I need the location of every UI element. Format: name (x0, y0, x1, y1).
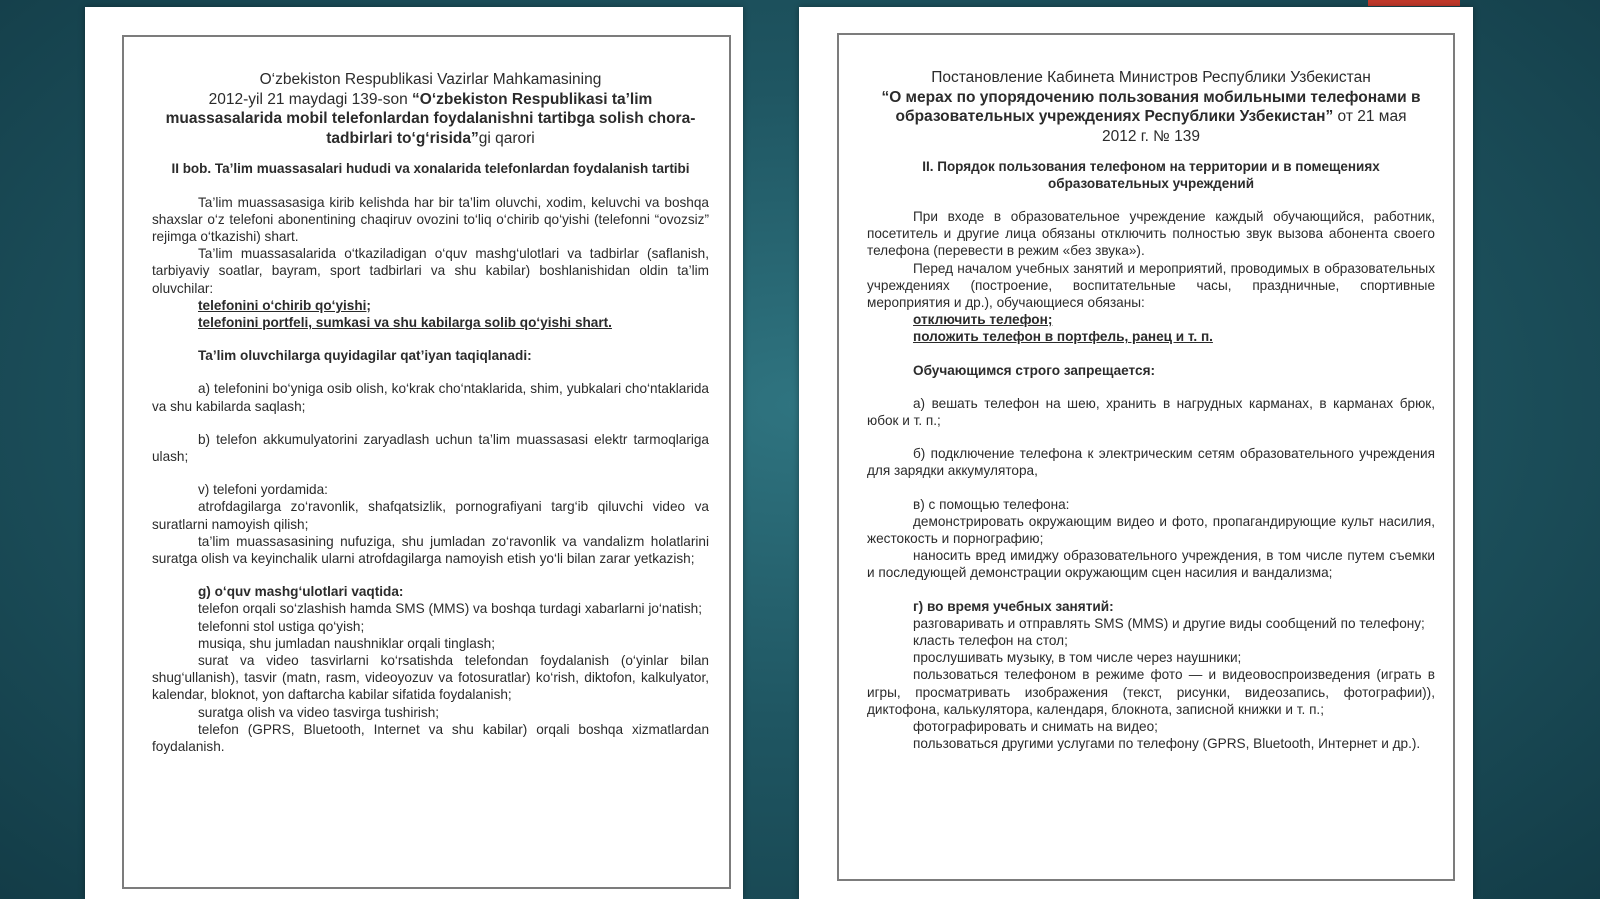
sub-item: демонстрировать окружающим видео и фото, пропагандирующие культ насилия, жестокость и порнографию; (867, 513, 1435, 547)
prohibited-heading: Обучающимся строго запрещается: (913, 362, 1156, 378)
requirement-item: telefonini portfeli, sumkasi va shu kabilarga solib qo‘yishi shart. (198, 314, 612, 330)
sub-item: surat va video tasvirlarni ko‘rsatishda telefondan foydalanish (o‘yinlar bilan shug‘ullanish), tasvir (matn, rasm, videoyozuv va fotosuratlar) ko‘rish, diktofon, kalkulyator, kalendar, bloknot, yon daftarcha kabilar sifatida foydalanish; (152, 652, 709, 703)
chapter-heading: II. Порядок пользования телефоном на территории и в помещениях образовательных учреждений (922, 159, 1380, 191)
requirement-item: telefonini o‘chirib qo‘yishi; (198, 297, 371, 313)
prohibited-item: в) с помощью телефона: (913, 496, 1070, 512)
document-page-uzbek (85, 7, 743, 899)
accent-bar (1368, 0, 1460, 6)
sub-item: telefon (GPRS, Bluetooth, Internet va shu kabilar) orqali boshqa xizmatlardan foydalanish. (152, 721, 709, 754)
sub-item: класть телефон на стол; (913, 633, 1068, 649)
prohibited-item: a) telefonini bo‘yniga osib olish, ko‘krak cho‘ntaklarida, shim, yubkalari cho‘ntaklarida va shu kabilarda saqlash; (152, 381, 709, 414)
sub-item: прослушивать музыку, в том числе через наушники; (913, 650, 1242, 666)
requirement-item: положить телефон в портфель, ранец и т. п. (913, 329, 1213, 345)
paragraph: Ta’lim muassasalarida o‘tkaziladigan o‘quv mashg‘ulotlari va tadbirlar (saflanish, tarbiyaviy soatlar, bayram, sport tadbirlari va shu kabilar) boshlanishidan oldin ta’lim oluvchilar: (152, 246, 709, 296)
sub-item: musiqa, shu jumladan naushniklar orqali tinglash; (198, 635, 495, 651)
document-frame (837, 33, 1455, 881)
prohibited-item: б) подключение телефона к электрическим сетям образовательного учреждения для зарядки аккумулятора, (867, 446, 1435, 479)
title-line1: Постановление Кабинета Министров Республики Узбекистан (931, 69, 1371, 86)
sub-item: ta’lim muassasasining nufuziga, shu jumladan zo‘ravonlik va vandalizm holatlarini suratga olish va keyinchalik ularni atrofdagilarga namoyish etish yo‘li bilan zarar yetkazish; (152, 533, 709, 566)
requirement-item: отключить телефон; (913, 312, 1053, 328)
title-tail: от 21 мая 2012 г. № 139 (1102, 108, 1407, 145)
paragraph: Перед началом учебных занятий и мероприятий, проводимых в образовательных учреждениях (построение, воспитательные часы, праздничные, спортивные мероприятия и др.), обучающиеся обязаны: (867, 260, 1435, 311)
title-plain: 2012-yil 21 maydagi 139-son (208, 90, 413, 108)
title-line1: O‘zbekiston Respublikasi Vazirlar Mahkamasining (259, 71, 602, 88)
document-page-russian (799, 7, 1473, 899)
title-bold: “О мерах по упорядочению пользования мобильными телефонами в образовательных учреждениях Республики Узбекистан” (881, 88, 1421, 125)
document-frame (122, 35, 731, 889)
paragraph: Ta’lim muassasasiga kirib kelishda har bir ta’lim oluvchi, xodim, keluvchi va boshqa shaxslar o‘z telefoni abonentining chaqiruv ovozini to‘liq o‘chirib qo‘yishi (telefonni “ovozsiz” rejimga o‘tkazishi) shart. (152, 194, 709, 244)
paragraph: При входе в образовательное учреждение каждый обучающийся, работник, посетитель и другие лица обязаны отключить полностью звук вызова абонента своего телефона (перевести в режим «без звука»). (867, 209, 1435, 259)
sub-item: пользоваться телефоном в режиме фото — и видеовоспроизведения (играть в игры, просматривать изображения (текст, рисунки, видеозапись, фотографии)), диктофона, калькулятора, календаря, блокнота, записной книжки и т. п.; (867, 667, 1435, 717)
prohibited-heading: Ta’lim oluvchilarga quyidagilar qat’iyan taqiqlanadi: (198, 348, 532, 364)
document-title (877, 68, 1425, 146)
title-bold: “O‘zbekiston Respublikasi ta’lim muassasalarida mobil telefonlardan foydalanishni tartibga solish chora-tadbirlari to‘g‘risida” (165, 90, 696, 147)
sub-item: фотографировать и снимать на видео; (913, 719, 1158, 735)
sub-item: atrofdagilarga zo‘ravonlik, shafqatsizlik, pornografiyani targ‘ib qiluvchi video va suratlarni namoyish qilish; (152, 499, 709, 532)
prohibited-item: а) вешать телефон на шею, хранить в нагрудных карманах, в карманах брюк, юбок и т. п.; (867, 395, 1435, 429)
sub-item: разговаривать и отправлять SMS (MMS) и другие виды сообщений по телефону; (913, 615, 1425, 631)
chapter-heading: II bob. Ta’lim muassasalari hududi va xonalarida telefonlardan foydalanish tartibi (171, 161, 690, 176)
sub-item: telefonni stol ustiga qo‘yish; (198, 618, 365, 634)
sub-item: suratga olish va video tasvirga tushirish; (198, 704, 440, 720)
prohibited-item: b) telefon akkumulyatorini zaryadlash uchun ta’lim muassasasi elektr tarmoqlariga ulash; (152, 431, 709, 464)
prohibited-item: g) o‘quv mashg‘ulotlari vaqtida: (198, 584, 404, 600)
sub-item: telefon orqali so‘zlashish hamda SMS (MMS) va boshqa turdagi xabarlarni jo‘natish; (198, 601, 702, 617)
sub-item: пользоваться другими услугами по телефону (GPRS, Bluetooth, Интернет и др.). (913, 736, 1421, 752)
title-tail: gi qarori (478, 129, 535, 147)
prohibited-item: v) telefoni yordamida: (198, 482, 328, 498)
sub-item: наносить вред имиджу образовательного учреждения, в том числе путем съемки и последующей демонстрации окружающим сцен насилия и вандализма; (867, 548, 1435, 581)
prohibited-item: г) во время учебных занятий: (913, 598, 1114, 614)
document-title (162, 70, 699, 148)
